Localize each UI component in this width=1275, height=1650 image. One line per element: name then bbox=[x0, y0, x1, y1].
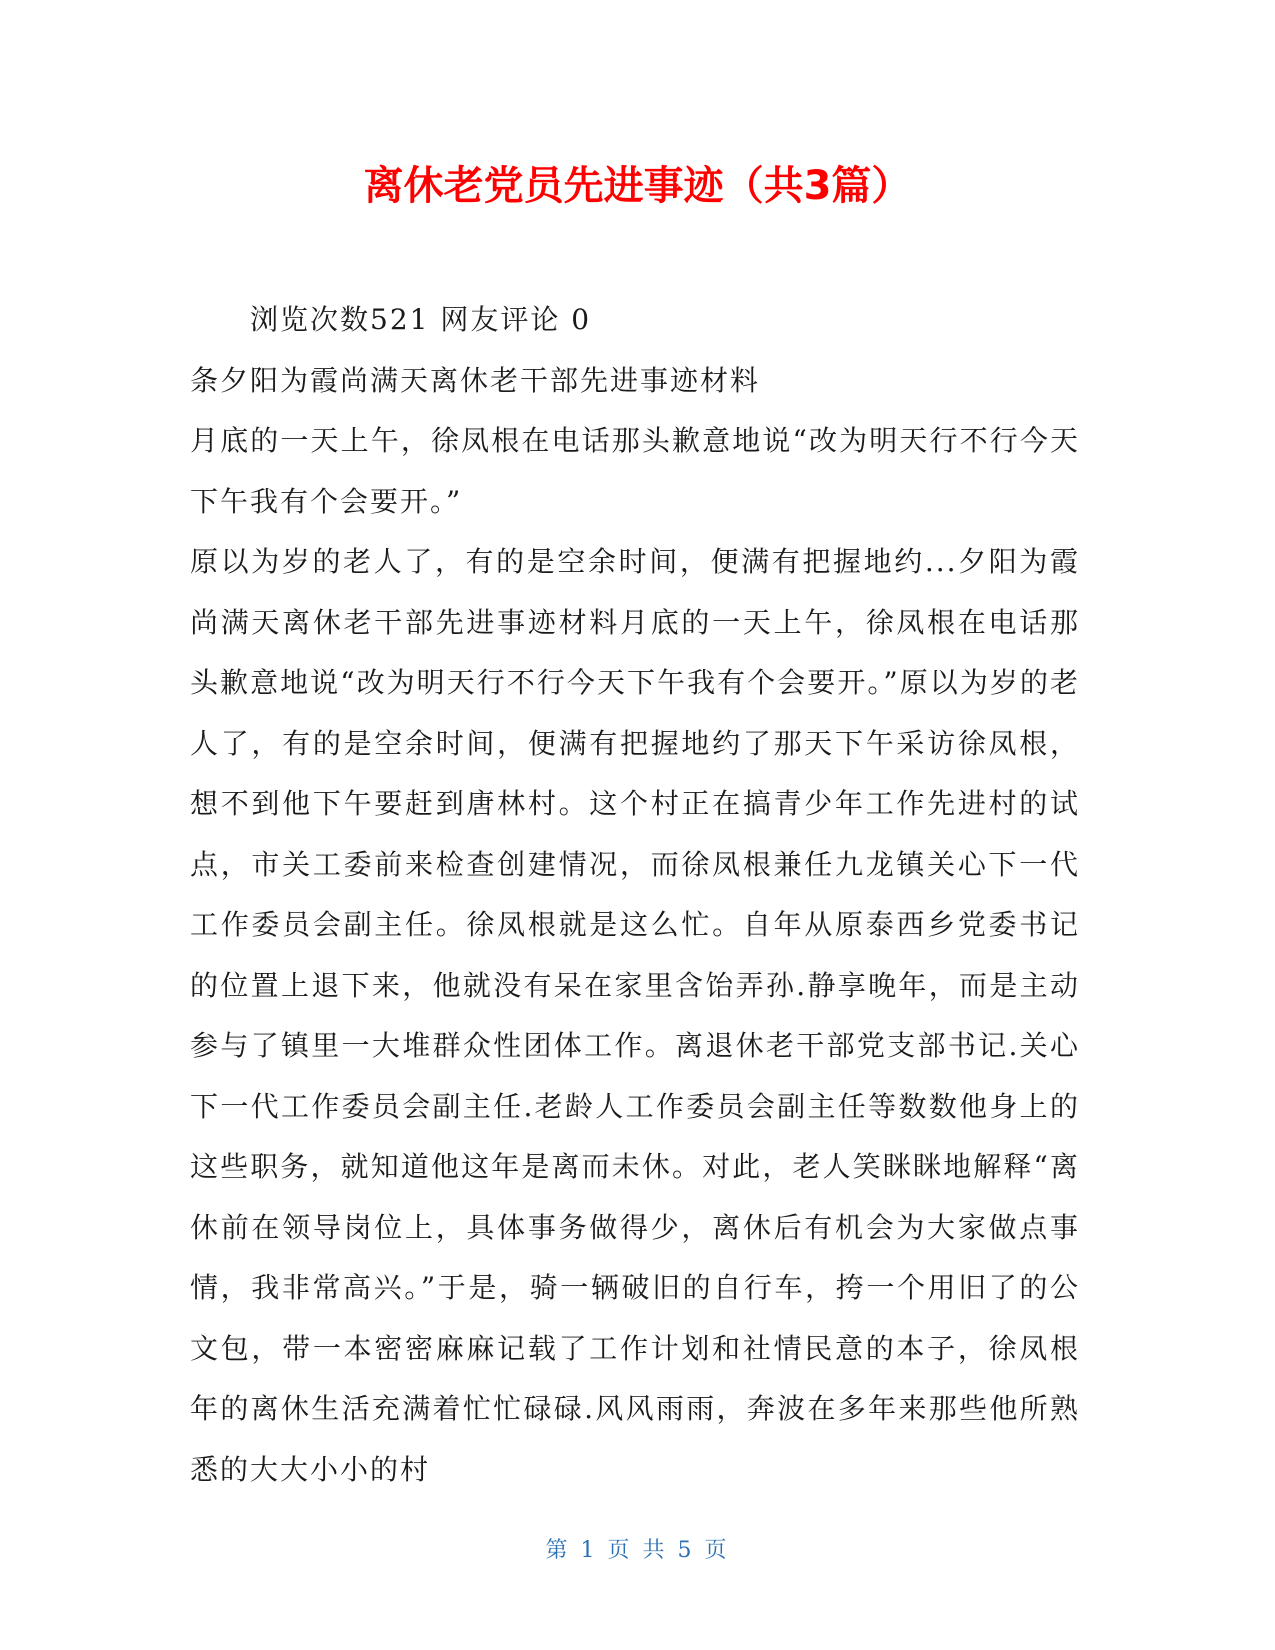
page-number-footer: 第 1 页 共 5 页 bbox=[545, 1538, 730, 1563]
paragraph: 月底的一天上午，徐凤根在电话那头歉意地说“改为明天行不行今天下午我有个会要开。” bbox=[190, 424, 1080, 518]
document-body bbox=[190, 290, 1080, 1500]
document-title: 离休老党员先进事迹（共3篇） bbox=[363, 163, 912, 209]
meta-line: 浏览次数521 网友评论 0 bbox=[250, 303, 592, 336]
paragraph: 条夕阳为霞尚满天离休老干部先进事迹材料 bbox=[190, 363, 761, 397]
paragraph: 原以为岁的老人了，有的是空余时间，便满有把握地约...夕阳为霞尚满天离休老干部先进事迹材料月底的一天上午，徐凤根在电话那头歉意地说“改为明天行不行今天下午我有个会要开。”原以为岁的老人了，有的是空余时间，便满有把握地约了那天下午采访徐凤根，想不到他下午要赶到唐林村。这个村正在搞青少年工作先进村的试点，市关工委前来检查创建情况，而徐凤根兼任九龙镇关心下一代工作委员会副主任。徐凤根就是这么忙。自年从原泰西乡党委书记的位置上退下来，他就没有呆在家里含饴弄孙.静享晚年，而是主动参与了镇里一大堆群众性团体工作。离退休老干部党支部书记.关心下一代工作委员会副主任.老龄人工作委员会副主任等数数他身上的这些职务，就知道他这年是离而未休。对此，老人笑眯眯地解释“离休前在领导岗位上，具体事务做得少，离休后有机会为大家做点事情，我非常高兴。”于是，骑一辆破旧的自行车，挎一个用旧了的公文包，带一本密密麻麻记载了工作计划和社情民意的本子，徐凤根年的离休生活充满着忙忙碌碌.风风雨雨，奔波在多年来那些他所熟悉的大大小小的村 bbox=[190, 545, 1080, 1486]
